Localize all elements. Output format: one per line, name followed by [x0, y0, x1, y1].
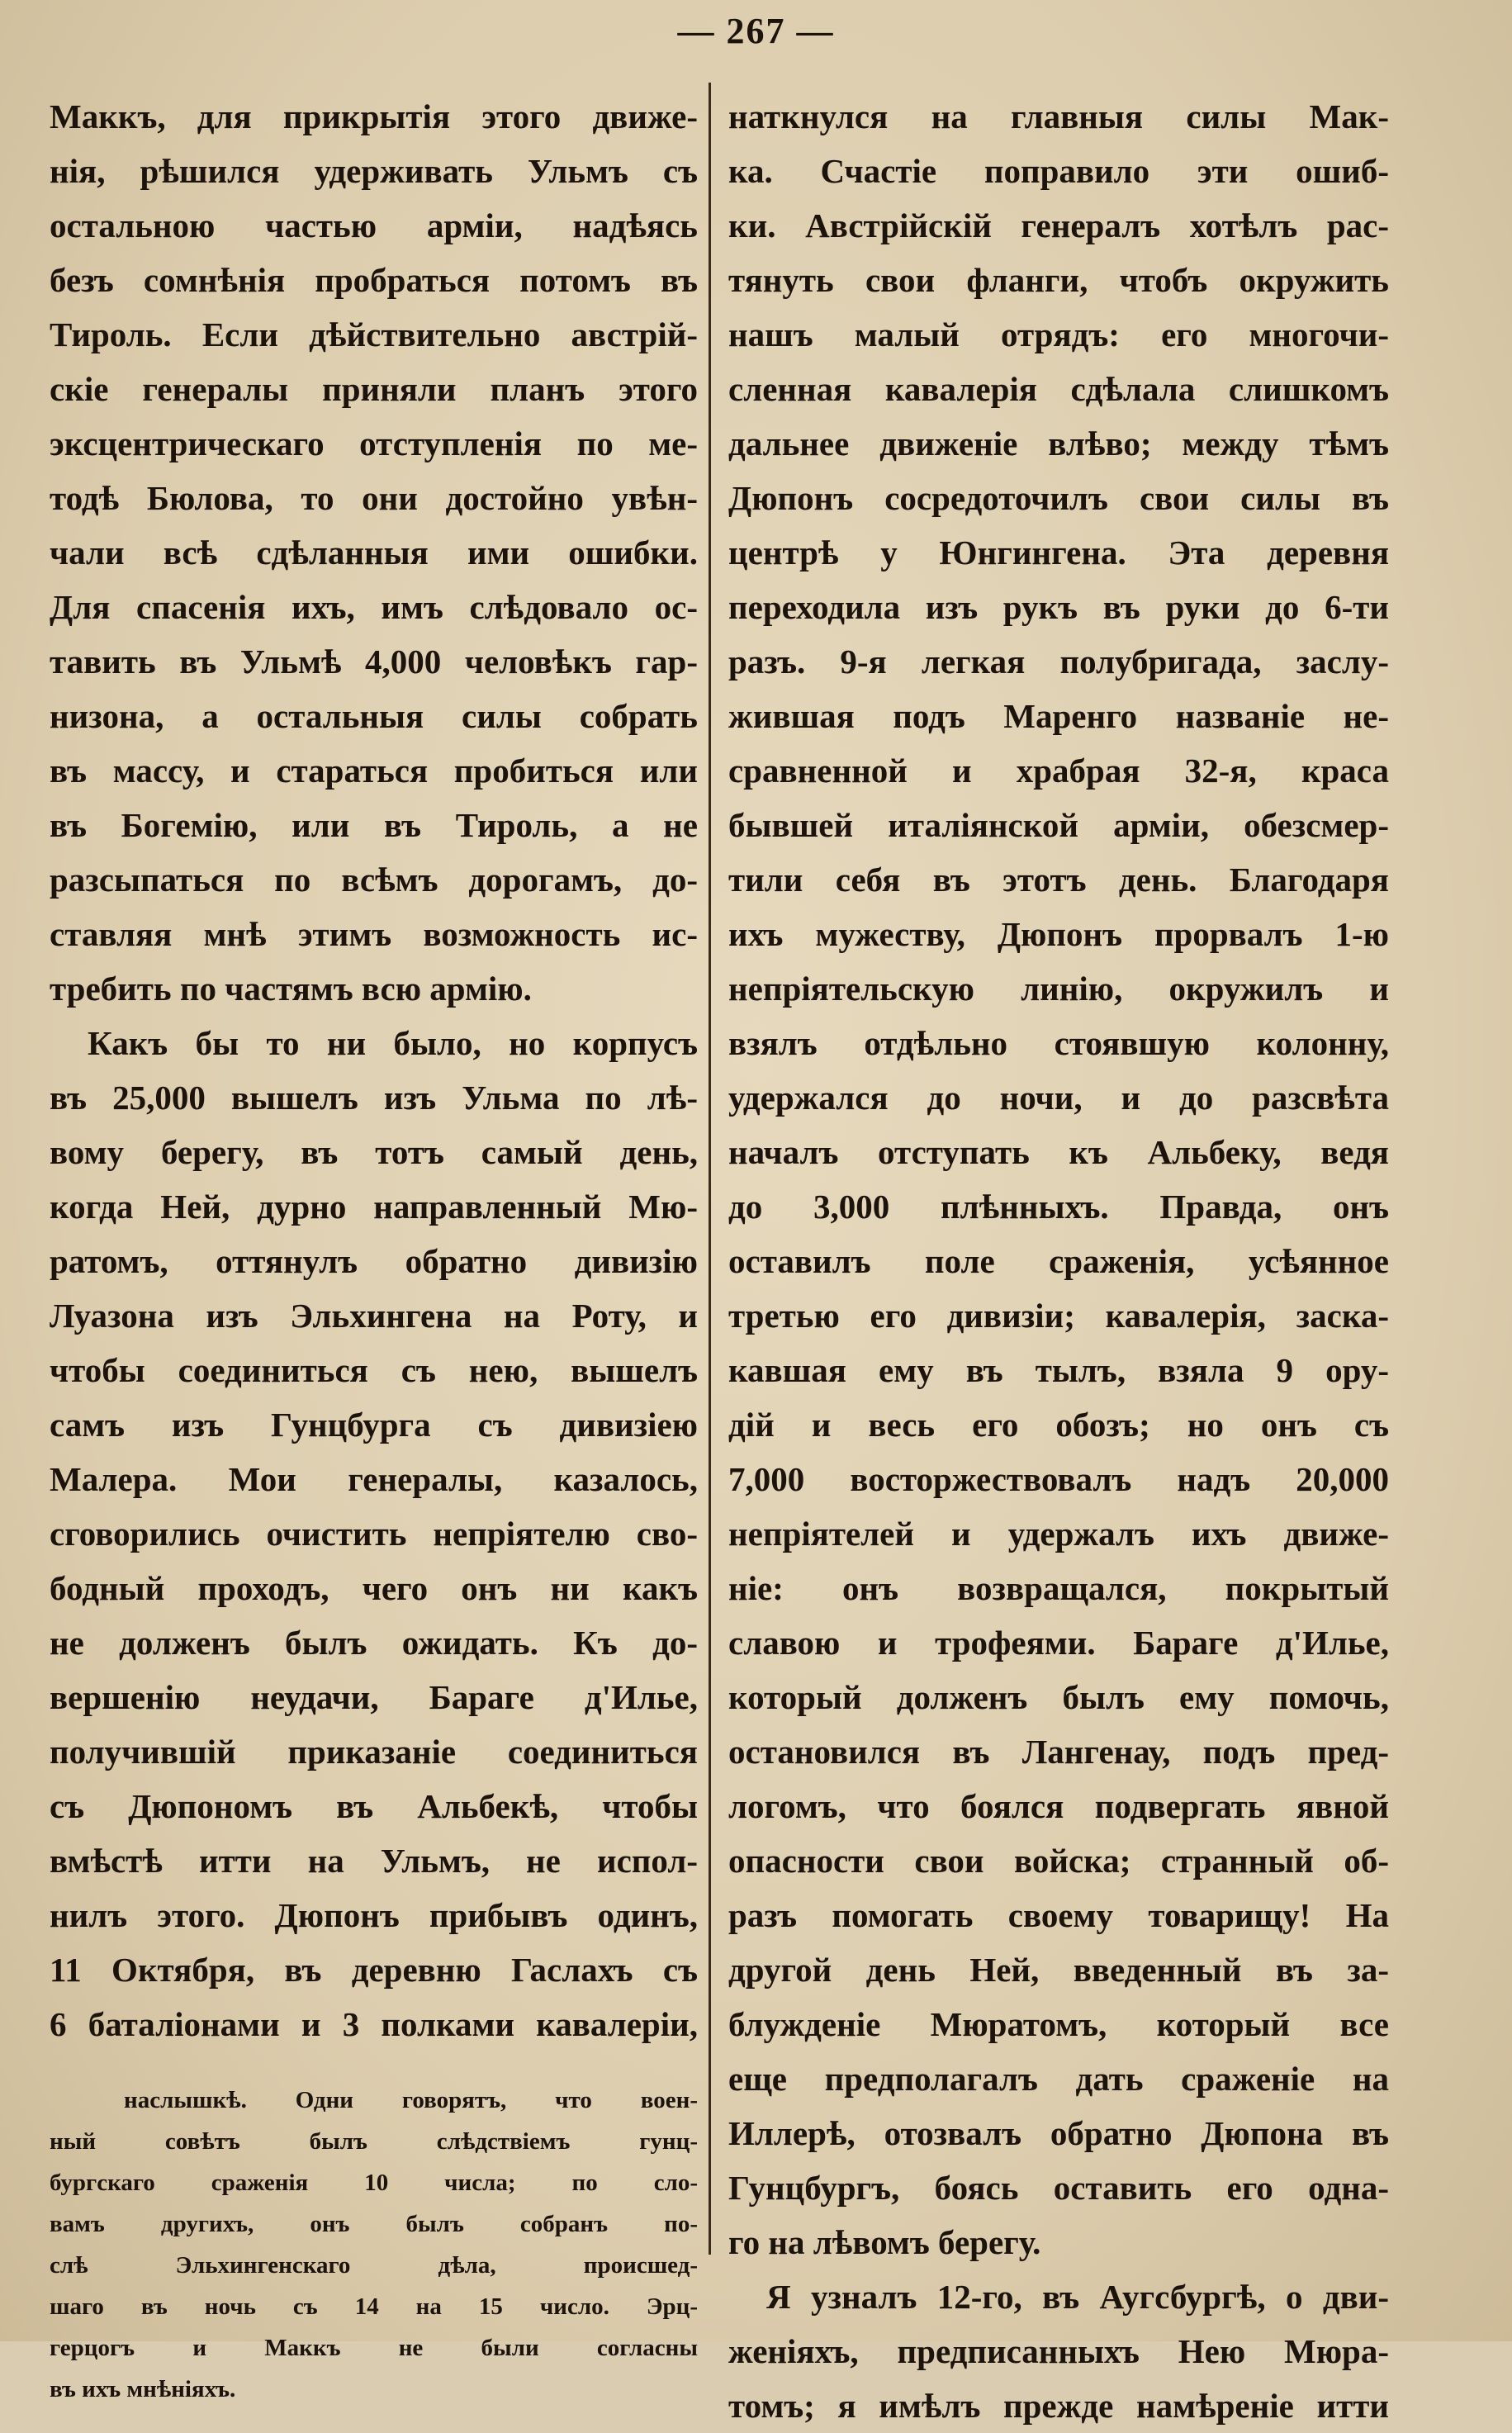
right-column-line: логомъ, что боялся подвергать явной: [728, 1787, 1389, 1825]
right-column-line: разъ. 9-я легкая полубригада, заслу-: [728, 643, 1389, 681]
right-column-line: го на лѣвомъ берегу.: [728, 2223, 1041, 2261]
left-column-line: 11 Октября, въ деревню Гаслахъ съ: [50, 1951, 698, 1989]
footnote: [50, 2080, 698, 2410]
left-column-line: ставляя мнѣ этимъ возможность ис-: [50, 915, 698, 953]
right-column-line: третью его дивизіи; кавалерія, заска-: [728, 1297, 1389, 1335]
right-column-line: еще предполагалъ дать сраженіе на: [728, 2060, 1389, 2098]
right-column-line: взялъ отдѣльно стоявшую колонну,: [728, 1024, 1389, 1062]
right-column-line: бывшей италіянской арміи, обезсмер-: [728, 806, 1389, 844]
column-divider: [709, 83, 711, 2255]
right-column-line: центрѣ у Юнгингена. Эта деревня: [728, 534, 1389, 571]
left-column-line: 6 баталіонами и 3 полками кавалеріи,: [50, 2005, 698, 2043]
right-column-line: жившая подъ Маренго названіе не-: [728, 697, 1389, 735]
left-column-line: Маккъ, для прикрытія этого движе-: [50, 97, 698, 135]
left-column-line: въ массу, и стараться пробиться или: [50, 752, 698, 790]
left-column-line: нія, рѣшился удерживать Ульмъ съ: [50, 152, 698, 190]
right-column-line: удержался до ночи, и до разсвѣта: [728, 1079, 1389, 1117]
right-column-line: Гунцбургъ, боясь оставить его одна-: [728, 2169, 1389, 2207]
left-column-line: Малера. Мои генералы, казалось,: [50, 1460, 698, 1498]
left-column-line: получившій приказаніе соединиться: [50, 1733, 698, 1771]
left-column-line: Для спасенія ихъ, имъ слѣдовало ос-: [50, 588, 698, 626]
left-column-line: остальною частью арміи, надѣясь: [50, 206, 698, 244]
right-column-line: Иллерѣ, отозвалъ обратно Дюпона въ: [728, 2114, 1389, 2152]
footnote-line: шаго въ ночь съ 14 на 15 число. Эрц-: [50, 2293, 698, 2320]
right-column-line: Я узналъ 12-го, въ Аугсбургѣ, о дви-: [766, 2278, 1389, 2316]
left-column-line: когда Ней, дурно направленный Мю-: [50, 1188, 698, 1226]
right-column-line: 7,000 восторжествовалъ надъ 20,000: [728, 1460, 1389, 1498]
left-column-line: сговорились очистить непріятелю сво-: [50, 1515, 698, 1553]
footnote-line: бургскаго сраженія 10 числа; по сло-: [50, 2170, 698, 2196]
page-number: — 267 —: [677, 11, 835, 51]
left-column-line: вому берегу, въ тотъ самый день,: [50, 1133, 698, 1171]
right-column-line: началъ отступать къ Альбеку, ведя: [728, 1133, 1389, 1171]
right-column-line: нашъ малый отрядъ: его многочи-: [728, 315, 1389, 353]
footnote-line: слѣ Эльхингенскаго дѣла, происшед-: [50, 2252, 698, 2279]
left-column-line: тодѣ Бюлова, то они достойно увѣн-: [50, 479, 698, 517]
right-column-line: сленная кавалерія сдѣлала слишкомъ: [728, 370, 1389, 408]
left-column-line: въ Богемію, или въ Тироль, а не: [50, 806, 698, 844]
footnote-line: ный совѣтъ былъ слѣдствіемъ гунц-: [50, 2128, 698, 2155]
right-column-line: ка. Счастіе поправило эти ошиб-: [728, 152, 1389, 190]
right-column-line: ки. Австрійскій генералъ хотѣлъ рас-: [728, 206, 1389, 244]
left-column-line: въ 25,000 вышелъ изъ Ульма по лѣ-: [50, 1079, 698, 1117]
left-column-line: не долженъ былъ ожидать. Къ до-: [50, 1624, 698, 1662]
right-column-line: разъ помогать своему товарищу! На: [728, 1896, 1389, 1934]
right-column-line: ихъ мужеству, Дюпонъ прорвалъ 1-ю: [728, 915, 1389, 953]
footnote-line: вамъ другихъ, онъ былъ собранъ по-: [50, 2211, 698, 2237]
right-column-line: остановился въ Лангенау, подъ пред-: [728, 1733, 1389, 1771]
right-column-line: тили себя въ этотъ день. Благодаря: [728, 861, 1389, 899]
left-column-line: съ Дюпономъ въ Альбекѣ, чтобы: [50, 1787, 698, 1825]
left-column-line: бодный проходъ, чего онъ ни какъ: [50, 1569, 698, 1607]
left-column-line: тавить въ Ульмѣ 4,000 человѣкъ гар-: [50, 643, 698, 681]
left-column-line: Луазона изъ Эльхингена на Роту, и: [50, 1297, 698, 1335]
left-column-line: требить по частямъ всю армію.: [50, 970, 532, 1008]
right-column-line: Дюпонъ сосредоточилъ свои силы въ: [728, 479, 1389, 517]
footnote-line: въ ихъ мнѣніяхъ.: [50, 2376, 236, 2402]
right-column-line: кавшая ему въ тылъ, взяла 9 ору-: [728, 1351, 1389, 1389]
right-column-line: сравненной и храбрая 32-я, краса: [728, 752, 1389, 790]
right-column-line: который долженъ былъ ему помочь,: [728, 1678, 1389, 1716]
right-column-line: дій и весь его обозъ; но онъ съ: [728, 1406, 1389, 1444]
left-column-line: чали всѣ сдѣланныя ими ошибки.: [50, 534, 698, 571]
right-column-line: до 3,000 плѣнныхъ. Правда, онъ: [728, 1188, 1389, 1226]
left-column: [50, 89, 698, 2410]
left-column-line: нилъ этого. Дюпонъ прибывъ одинъ,: [50, 1896, 698, 1934]
right-column-line: переходила изъ рукъ въ руки до 6-ти: [728, 588, 1389, 626]
right-column-line: опасности свои войска; странный об-: [728, 1842, 1389, 1880]
left-column-line: скіе генералы приняли планъ этого: [50, 370, 698, 408]
left-column-line: низона, а остальныя силы собрать: [50, 697, 698, 735]
left-column-line: самъ изъ Гунцбурга съ дивизіею: [50, 1406, 698, 1444]
left-column-text: [50, 89, 698, 2051]
right-column-line: славою и трофеями. Бараге д'Илье,: [728, 1624, 1389, 1662]
right-column-line: другой день Ней, введенный въ за-: [728, 1951, 1389, 1989]
right-column-line: женіяхъ, предписанныхъ Нею Мюра-: [728, 2332, 1389, 2370]
right-column-line: наткнулся на главныя силы Мак-: [728, 97, 1389, 135]
left-column-line: Тироль. Если дѣйствительно австрій-: [50, 315, 698, 353]
right-column-line: оставилъ поле сраженія, усѣянное: [728, 1242, 1389, 1280]
right-column-line: блужденіе Мюратомъ, который все: [728, 2005, 1389, 2043]
left-column-line: вершенію неудачи, Бараге д'Илье,: [50, 1678, 698, 1716]
footnote-line: герцогъ и Маккъ не были согласны: [50, 2335, 698, 2361]
left-column-line: ратомъ, оттянулъ обратно дивизію: [50, 1242, 698, 1280]
left-column-line: разсыпаться по всѣмъ дорогамъ, до-: [50, 861, 698, 899]
right-column: [728, 89, 1389, 2433]
right-column-line: дальнее движеніе влѣво; между тѣмъ: [728, 424, 1389, 462]
right-column-text: [728, 89, 1389, 2433]
left-column-line: эксцентрическаго отступленія по ме-: [50, 424, 698, 462]
left-column-line: Какъ бы то ни было, но корпусъ: [88, 1024, 698, 1062]
right-column-line: тянуть свои фланги, чтобъ окружить: [728, 261, 1389, 299]
right-column-line: томъ; я имѣлъ прежде намѣреніе итти: [728, 2387, 1389, 2425]
right-column-line: ніе: онъ возвращался, покрытый: [728, 1569, 1389, 1607]
left-column-line: безъ сомнѣнія пробраться потомъ въ: [50, 261, 698, 299]
right-column-line: непріятельскую линію, окружилъ и: [728, 970, 1389, 1008]
right-column-line: непріятелей и удержалъ ихъ движе-: [728, 1515, 1389, 1553]
left-column-line: чтобы соединиться съ нею, вышелъ: [50, 1351, 698, 1389]
left-column-line: вмѣстѣ итти на Ульмъ, не испол-: [50, 1842, 698, 1880]
footnote-line: наслышкѣ. Одни говорятъ, что воен-: [124, 2087, 698, 2113]
